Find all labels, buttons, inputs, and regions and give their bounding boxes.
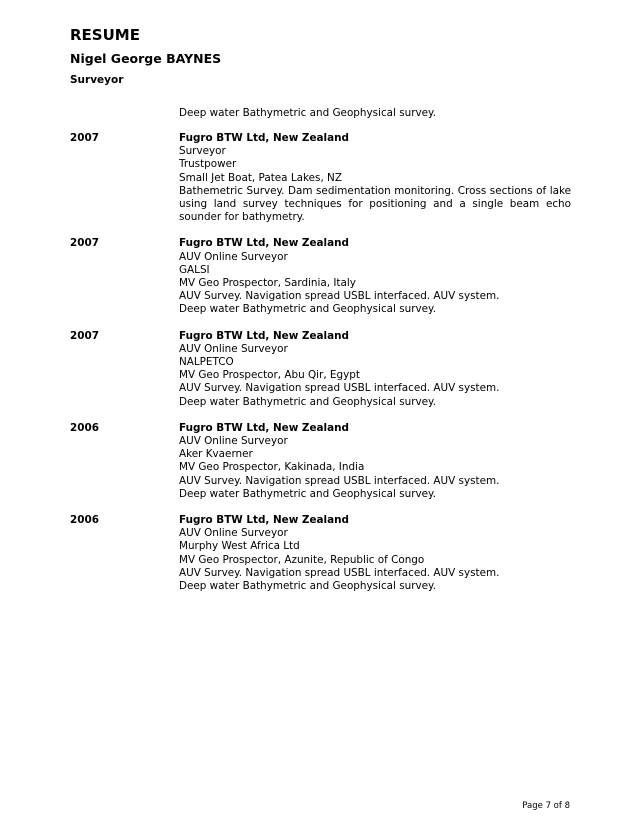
- experience-entry: [70, 132, 572, 224]
- entry-location: MV Geo Prospector, Abu Qir, Egypt: [179, 369, 360, 382]
- resume-header: [70, 26, 221, 87]
- entry-description: AUV Survey. Navigation spread USBL interfaced. AUV system.: [179, 290, 500, 303]
- entry-client: Trustpower: [179, 158, 237, 171]
- experience-entry: [70, 330, 572, 409]
- entry-year: 2007: [70, 329, 99, 342]
- entry-company: Fugro BTW Ltd, New Zealand: [179, 421, 349, 434]
- entry-position: AUV Online Surveyor: [179, 250, 288, 263]
- entry-description: Deep water Bathymetric and Geophysical survey.: [179, 395, 436, 408]
- page-number: Page 7 of 8: [522, 801, 570, 811]
- entry-position: AUV Online Surveyor: [179, 435, 288, 448]
- entry-description: AUV Survey. Navigation spread USBL interfaced. AUV system.: [179, 474, 500, 487]
- entry-company: Fugro BTW Ltd, New Zealand: [179, 132, 349, 144]
- entry-description: Bathemetric Survey. Dam sedimentation monitoring. Cross sections of lake using land survey techniques for positioning and a single beam echo sounder for bathymetry.: [179, 184, 571, 224]
- entry-year: 2006: [70, 514, 99, 527]
- document-title: RESUME: [70, 26, 140, 44]
- entry-details: [179, 330, 571, 409]
- entry-client: GALSI: [179, 263, 210, 276]
- entry-position: AUV Online Surveyor: [179, 527, 288, 540]
- entry-description: AUV Survey. Navigation spread USBL interfaced. AUV system.: [179, 382, 500, 395]
- entry-details: [179, 237, 571, 316]
- experience-entry: [70, 422, 572, 501]
- entry-location: Small Jet Boat, Patea Lakes, NZ: [179, 171, 342, 184]
- entry-details: [179, 422, 571, 501]
- entry-description: Deep water Bathymetric and Geophysical survey.: [179, 487, 436, 500]
- entry-year: 2007: [70, 237, 99, 250]
- entry-location: MV Geo Prospector, Sardinia, Italy: [179, 277, 356, 290]
- entry-details: [179, 132, 571, 224]
- entry-company: Fugro BTW Ltd, New Zealand: [179, 329, 349, 342]
- experience-list: [70, 132, 572, 606]
- entry-client: NALPETCO: [179, 356, 234, 369]
- experience-entry: [70, 514, 572, 593]
- entry-details: [179, 514, 571, 593]
- entry-company: Fugro BTW Ltd, New Zealand: [179, 237, 349, 250]
- entry-client: Murphy West Africa Ltd: [179, 540, 300, 553]
- person-name: Nigel George BAYNES: [70, 51, 222, 66]
- entry-client: Aker Kvaerner: [179, 448, 253, 461]
- entry-year: 2007: [70, 132, 99, 144]
- person-role: Surveyor: [70, 74, 124, 86]
- entry-description: AUV Survey. Navigation spread USBL interfaced. AUV system.: [179, 566, 500, 579]
- entry-position: Surveyor: [179, 145, 226, 158]
- entry-location: MV Geo Prospector, Kakinada, India: [179, 461, 365, 474]
- entry-description: Deep water Bathymetric and Geophysical survey.: [179, 580, 436, 593]
- entry-position: AUV Online Surveyor: [179, 342, 288, 355]
- entry-location: MV Geo Prospector, Azunite, Republic of Congo: [179, 553, 425, 566]
- experience-entry: [70, 237, 572, 316]
- entry-description: Deep water Bathymetric and Geophysical survey.: [179, 303, 436, 316]
- continued-entry-line: Deep water Bathymetric and Geophysical survey.: [179, 107, 436, 119]
- entry-year: 2006: [70, 421, 99, 434]
- entry-company: Fugro BTW Ltd, New Zealand: [179, 514, 349, 527]
